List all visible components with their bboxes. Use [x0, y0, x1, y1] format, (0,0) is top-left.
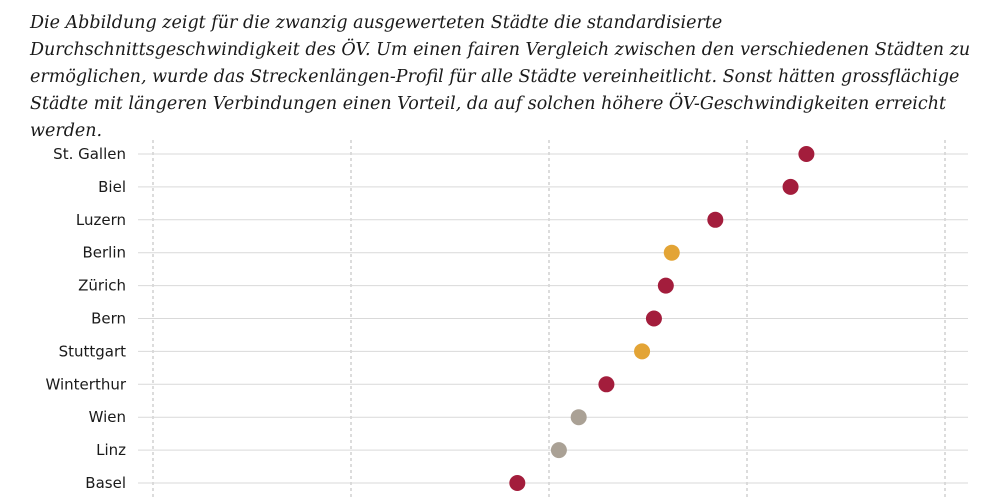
data-point-st-gallen: [798, 146, 814, 162]
city-label: Winterthur: [45, 375, 126, 394]
data-point-bern: [646, 311, 662, 327]
city-label: Biel: [98, 177, 126, 196]
data-point-linz: [551, 442, 567, 458]
city-label: Basel: [85, 474, 126, 492]
city-label: Stuttgart: [58, 342, 126, 361]
data-point-biel: [783, 179, 799, 195]
data-point-berlin: [664, 245, 680, 261]
city-label: Berlin: [82, 243, 126, 262]
data-point-basel: [509, 475, 525, 491]
data-point-luzern: [707, 212, 723, 228]
data-point-winterthur: [598, 376, 614, 392]
city-label: Bern: [91, 309, 126, 328]
data-point-zürich: [658, 278, 674, 294]
data-point-wien: [571, 409, 587, 425]
city-label: Linz: [96, 441, 126, 460]
city-label: Luzern: [75, 210, 126, 229]
city-label: St. Gallen: [53, 145, 126, 163]
city-label: Wien: [88, 408, 126, 427]
chart-caption: Die Abbildung zeigt für die zwanzig ausgewerteten Städte die standardisierte Durchschnittsgeschwindigkeit des ÖV. Um einen fairen Vergleich zwischen den verschiedenen Städten zu ermöglichen, wurde das Streckenlängen-Profil für alle Städte vereinheitlicht. Sonst hätten grossflächige Städte mit längeren Verbindungen einen Vorteil, da auf solchen höhere ÖV-Geschwindigkeiten erreicht werden.: [30, 13, 971, 141]
city-label: Zürich: [78, 276, 126, 295]
data-point-stuttgart: [634, 343, 650, 359]
